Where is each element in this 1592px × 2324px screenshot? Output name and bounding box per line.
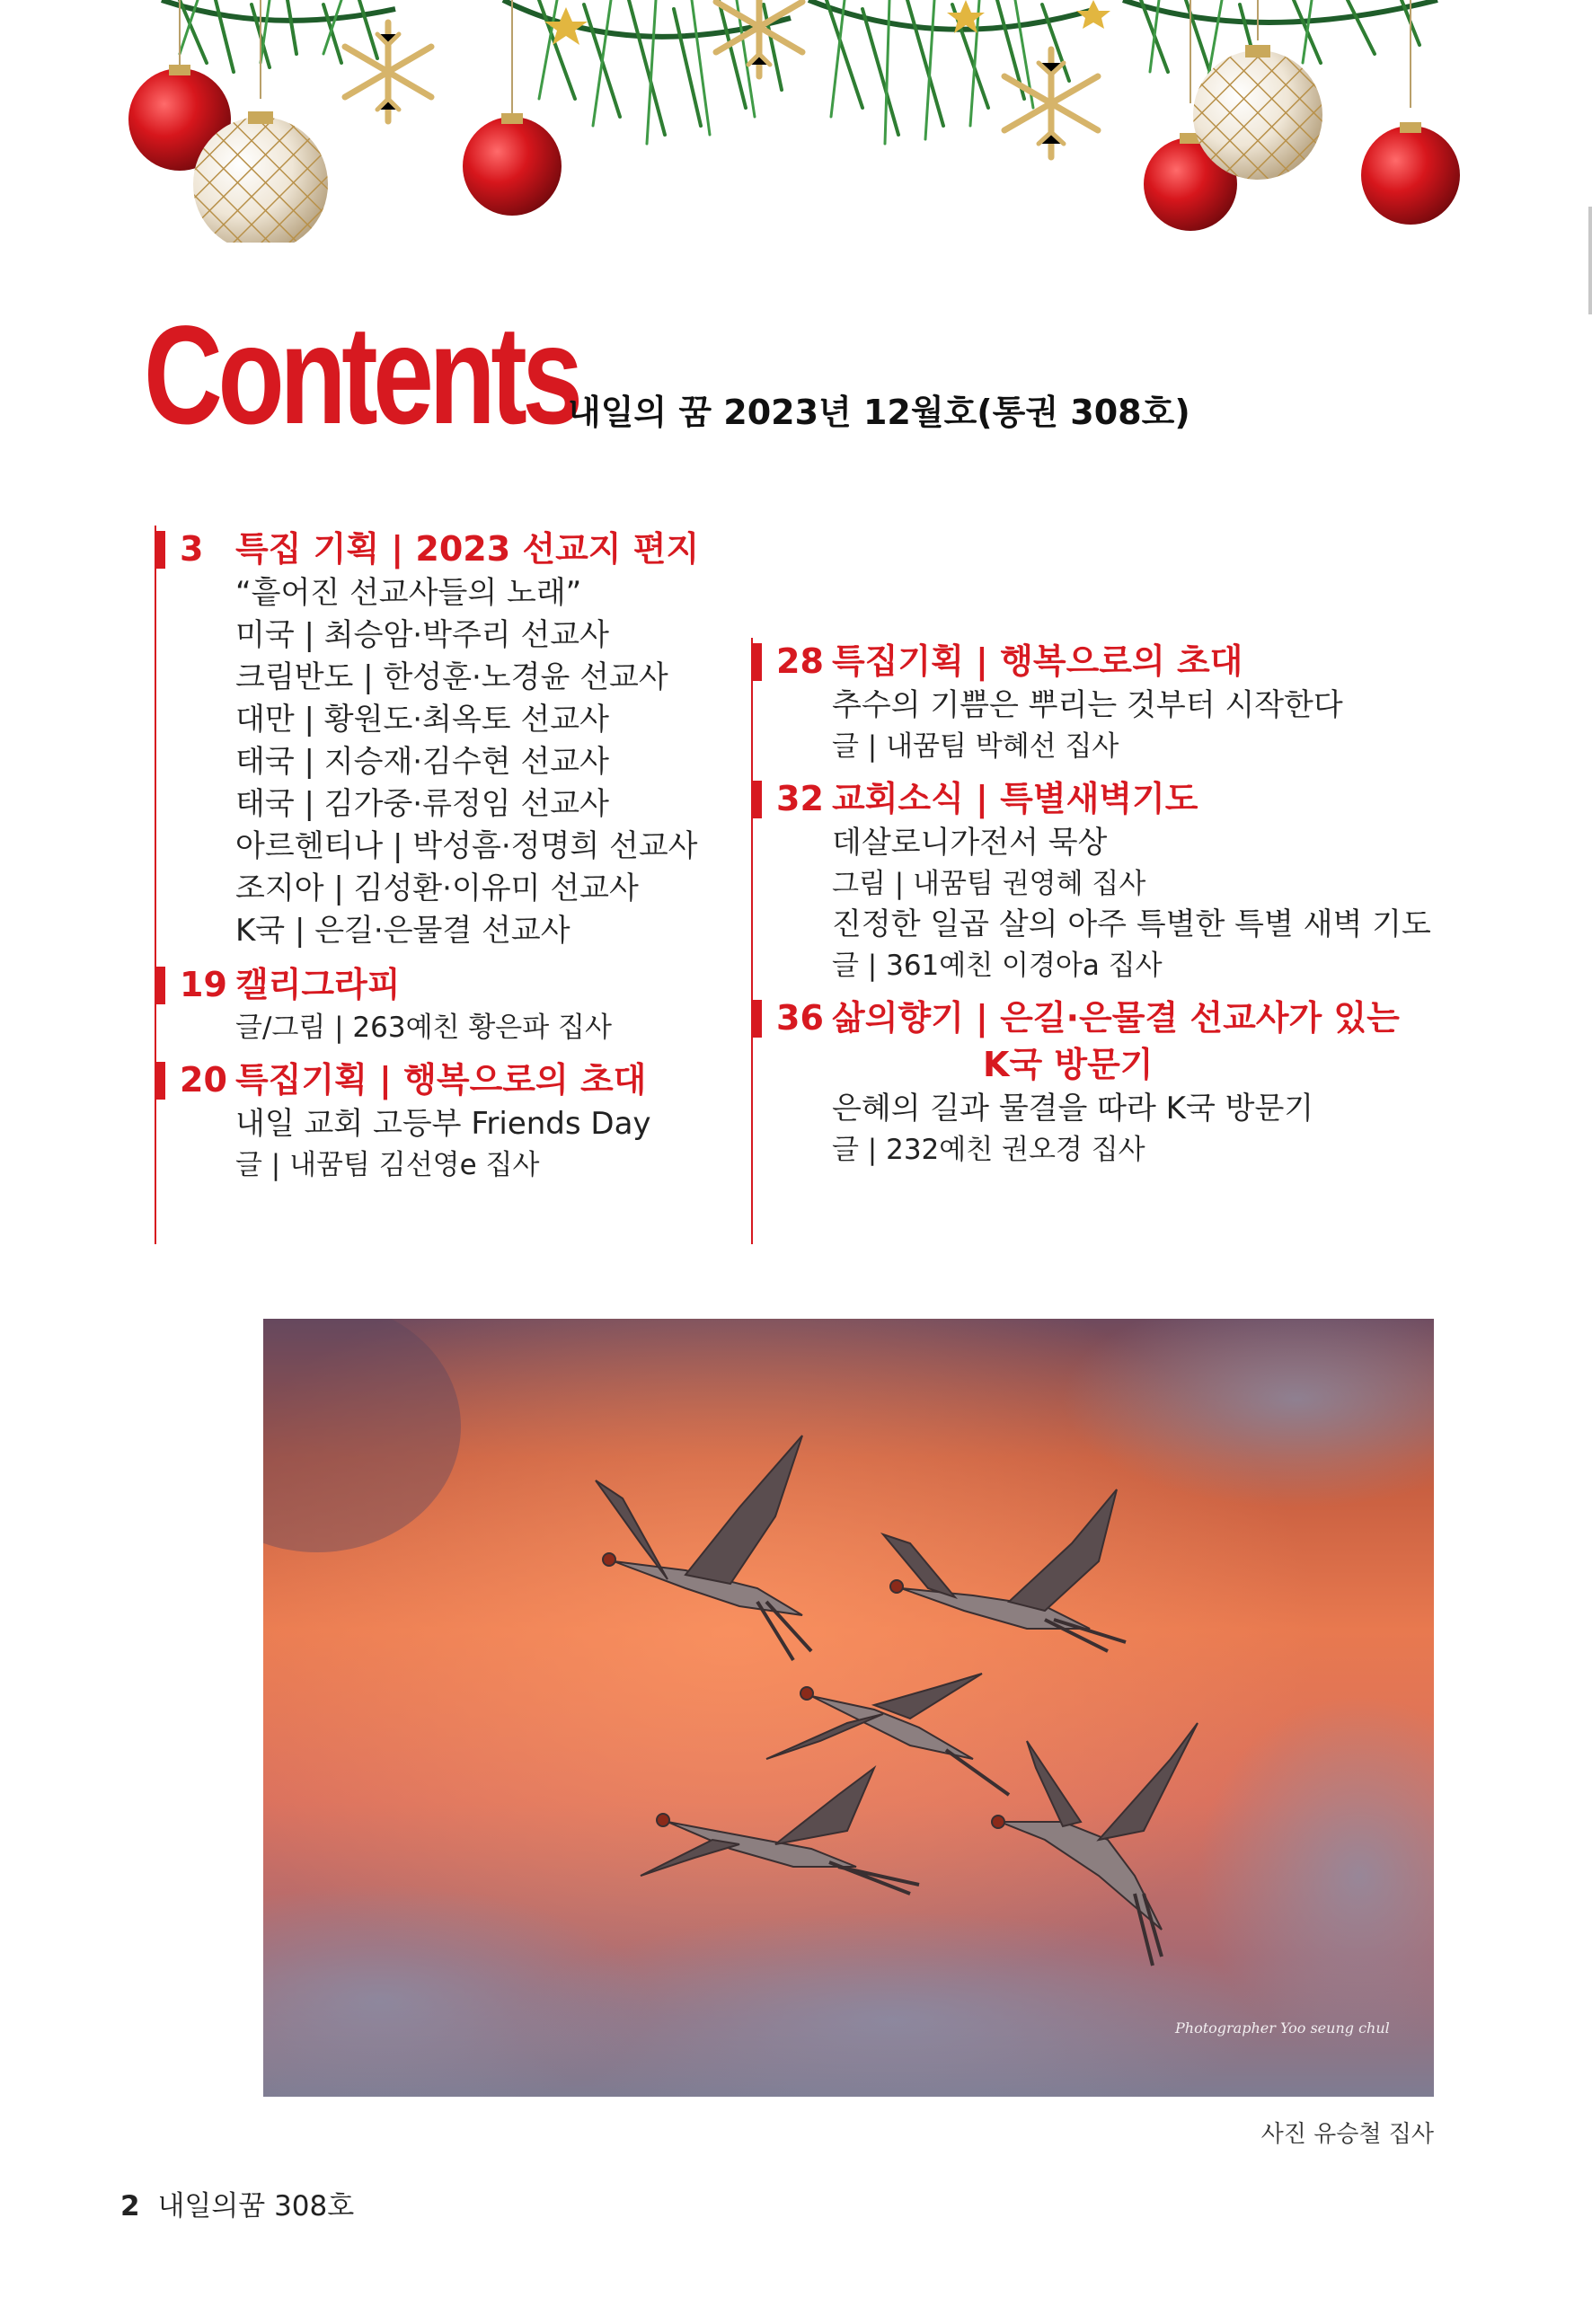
section-title: 캘리그라피 (235, 965, 401, 1004)
toc-item: 데살로니가전서 묵상 (832, 825, 1108, 861)
section-title-continued: K국 방문기 (983, 1045, 1154, 1084)
contents-column-left (155, 526, 731, 1244)
page-number: 19 (180, 965, 227, 1004)
toc-item: 조지아 | 김성환·이유미 선교사 (235, 870, 639, 906)
section-marker (751, 781, 762, 818)
section-heading (753, 775, 1561, 822)
toc-section[interactable] (156, 526, 731, 952)
toc-section[interactable] (753, 638, 1561, 766)
contents-title: Contents (144, 297, 579, 454)
toc-item: 그림 | 내꿈팀 권영혜 집사 (832, 868, 1146, 900)
toc-item: 글 | 232예친 권오경 집사 (832, 1134, 1145, 1166)
section-title: 특집기획 | 행복으로의 초대 (832, 641, 1243, 681)
toc-item: 글 | 내꿈팀 박혜선 집사 (832, 730, 1119, 763)
page-footer (120, 2183, 354, 2223)
toc-item: 글 | 361예친 이경아a 집사 (832, 950, 1163, 982)
toc-item: 미국 | 최승암·박주리 선교사 (235, 617, 609, 653)
section-marker (751, 1000, 762, 1038)
section-title: 교회소식 | 특별새벽기도 (832, 779, 1198, 818)
toc-item: 글 | 내꿈팀 김선영e 집사 (235, 1149, 540, 1181)
contents-column-right (751, 638, 1561, 1244)
page-number: 3 (180, 529, 204, 569)
footer-magazine-name: 내일의꿈 308호 (157, 2190, 355, 2222)
section-marker (155, 1062, 165, 1100)
page-number: 32 (776, 779, 824, 818)
footer-page-number: 2 (120, 2190, 140, 2222)
section-heading (156, 526, 731, 572)
toc-item: K국 | 은길·은물결 선교사 (235, 913, 570, 949)
photographer-signature: Photographer Yoo seung chul (1175, 2019, 1390, 2037)
page-number: 20 (180, 1060, 227, 1100)
section-title: 특집기획 | 행복으로의 초대 (235, 1060, 647, 1100)
page-number: 28 (776, 641, 824, 681)
toc-section[interactable] (156, 1056, 731, 1185)
toc-item: 아르헨티나 | 박성흠·정명희 선교사 (235, 828, 698, 864)
section-heading (156, 961, 731, 1008)
toc-item: 추수의 기쁨은 뿌리는 것부터 시작한다 (832, 687, 1343, 723)
toc-item: 진정한 일곱 살의 아주 특별한 특별 새벽 기도 (832, 906, 1431, 942)
section-title: 특집 기획 | 2023 선교지 편지 (235, 529, 700, 569)
snowflake-ornaments (345, 0, 1098, 157)
toc-section[interactable] (156, 961, 731, 1047)
section-title: 삶의향기 | 은길·은물결 선교사가 있는 (832, 998, 1400, 1038)
contents-header (144, 297, 1402, 454)
section-heading (156, 1056, 731, 1103)
section-heading (753, 638, 1561, 685)
toc-item: “흩어진 선교사들의 노래” (235, 575, 582, 611)
section-marker (155, 531, 165, 569)
issue-info: 내일의 꿈 2023년 12월호(통권 308호) (568, 393, 1190, 432)
section-marker (751, 643, 762, 681)
toc-item: 은혜의 길과 물결을 따라 K국 방문기 (832, 1091, 1314, 1127)
toc-item: 크림반도 | 한성훈·노경윤 선교사 (235, 659, 668, 695)
toc-item: 대만 | 황원도·최옥토 선교사 (235, 702, 609, 738)
page-number: 36 (776, 998, 824, 1038)
toc-item: 태국 | 지승재·김수현 선교사 (235, 744, 609, 780)
toc-section[interactable] (753, 775, 1561, 985)
toc-item: 태국 | 김가중·류정임 선교사 (235, 786, 609, 822)
toc-item: 글/그림 | 263예친 황은파 집사 (235, 1012, 612, 1044)
toc-item: 내일 교회 고등부 Friends Day (235, 1106, 651, 1142)
cranes-photo (263, 1319, 1434, 2097)
toc-section[interactable] (753, 994, 1561, 1170)
sunset-sky-with-cranes (263, 1319, 1434, 2097)
section-marker (155, 967, 165, 1004)
section-heading (753, 994, 1561, 1041)
photo-caption: 사진 유승철 집사 (1260, 2121, 1434, 2148)
christmas-banner (0, 0, 1592, 243)
page-edge-mark (1588, 207, 1592, 314)
